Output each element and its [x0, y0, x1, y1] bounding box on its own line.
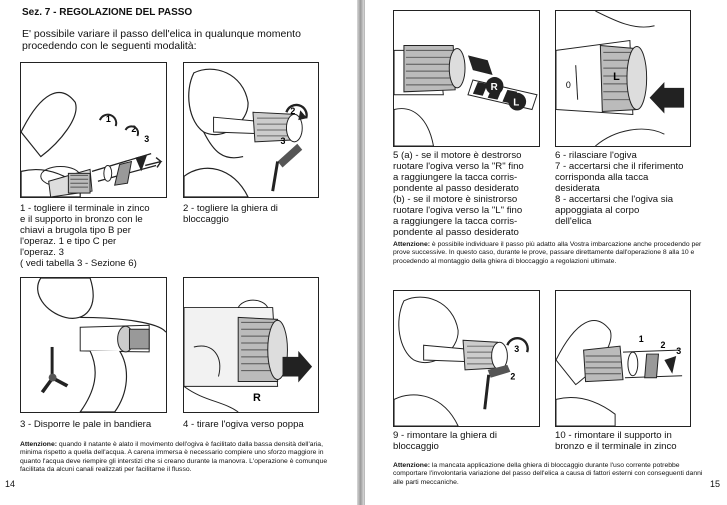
page-number: 14 [5, 479, 16, 489]
caption-step-5: 5 (a) - se il motore è destrorso ruotare l'ogiva verso la "R" fino a raggiungere la tacca corris- pondente al passo desiderato (b) - se il motore è sinistrorso ruotare l'ogiva verso la "L" fino a raggiungere la tacca corris- pondente al passo desiderato [393, 150, 524, 238]
caption-step-10: 10 - rimontare il supporto in bronzo e il terminale in zinco [555, 430, 677, 452]
figure-label: R [490, 81, 498, 93]
note-label: Attenzione: [393, 462, 431, 469]
figure-label: 1 [638, 334, 644, 345]
book-gutter [357, 0, 364, 505]
figure-step-9 [393, 290, 540, 427]
right-page [364, 0, 727, 505]
figure-label: 3 [280, 135, 286, 146]
page-number: 15 [710, 479, 721, 489]
figure-label: 3 [676, 346, 682, 357]
note-label: Attenzione: [393, 241, 431, 248]
note-label: Attenzione: [20, 441, 58, 448]
figure-step-1 [20, 62, 167, 198]
note-text: quando il natante è alato il movimento dell'ogiva è facilitato dalla bassa densità dell'aria, minima rispetto a quella dell'acqua. A carena immersa è necessario compiere uno sforzo maggiore in quanto l'acqua deve riempire gli interstizi che si creano durante la manovra. L'operazione è comunque facilitata da alcuni canali realizzati per facilitarne il flusso. [20, 441, 328, 474]
note-text: è possibile individuare il passo più adatto alla Vostra imbarcazione anche procedendo per prove successive. In questo caso, durante le prove, passare direttamente dall'operazione 8 alla 10 e procedendo al montaggio della ghiera di bloccaggio a regolazioni ultimate. [393, 241, 702, 265]
warning-note [393, 462, 705, 487]
figure-label: 2 [660, 340, 666, 351]
figure-label: 2 [290, 106, 296, 117]
warning-note [20, 441, 328, 475]
figure-label: 2 [510, 371, 516, 382]
caption-step-9: 9 - rimontare la ghiera di bloccaggio [393, 430, 497, 452]
section-title: Sez. 7 - REGOLAZIONE DEL PASSO [22, 7, 193, 18]
section-intro: E' possibile variare il passo dell'elica in qualunque momento procedendo con le seguenti modalità: [22, 28, 301, 52]
figure-label: 3 [144, 133, 150, 144]
warning-note [393, 241, 703, 266]
figure-step-2 [183, 62, 319, 198]
figure-label: 2 [131, 123, 137, 134]
caption-step-1: 1 - togliere il terminale in zinco e il supporto in bronzo con le chiavi a brugola tipo B per l'operaz. 1 e tipo C per l'operaz. 3 ( vedi tabella 3 - Sezione 6) [20, 203, 150, 269]
figure-label: L [513, 97, 520, 109]
caption-step-4: 4 - tirare l'ogiva verso poppa [183, 419, 304, 430]
caption-step-3: 3 - Disporre le pale in bandiera [20, 419, 152, 430]
caption-step-2: 2 - togliere la ghiera di bloccaggio [183, 203, 278, 225]
note-text: la mancata applicazione della ghiera di bloccaggio durante l'uso corrente potrebbe comportare l'involontaria variazione del passo dell'elica a causa di fattori esterni con conseguenti danni alle parti meccaniche. [393, 462, 703, 486]
figure-step-4 [183, 277, 319, 413]
figure-label: R [252, 392, 261, 405]
figure-label: 3 [514, 344, 520, 355]
figure-label: L [613, 70, 620, 83]
figure-label: 1 [105, 114, 111, 125]
figure-step-3 [20, 277, 167, 413]
figure-label: 0 [565, 79, 571, 90]
caption-step-6-8: 6 - rilasciare l'ogiva 7 - accertarsi che il riferimento corrisponda alla tacca desiderata 8 - accertarsi che l'ogiva sia appoggiata al corpo dell'elica [555, 150, 684, 227]
figure-step-5 [393, 10, 540, 147]
figure-step-6 [555, 10, 691, 147]
left-page [0, 0, 357, 505]
figure-step-10 [555, 290, 691, 427]
